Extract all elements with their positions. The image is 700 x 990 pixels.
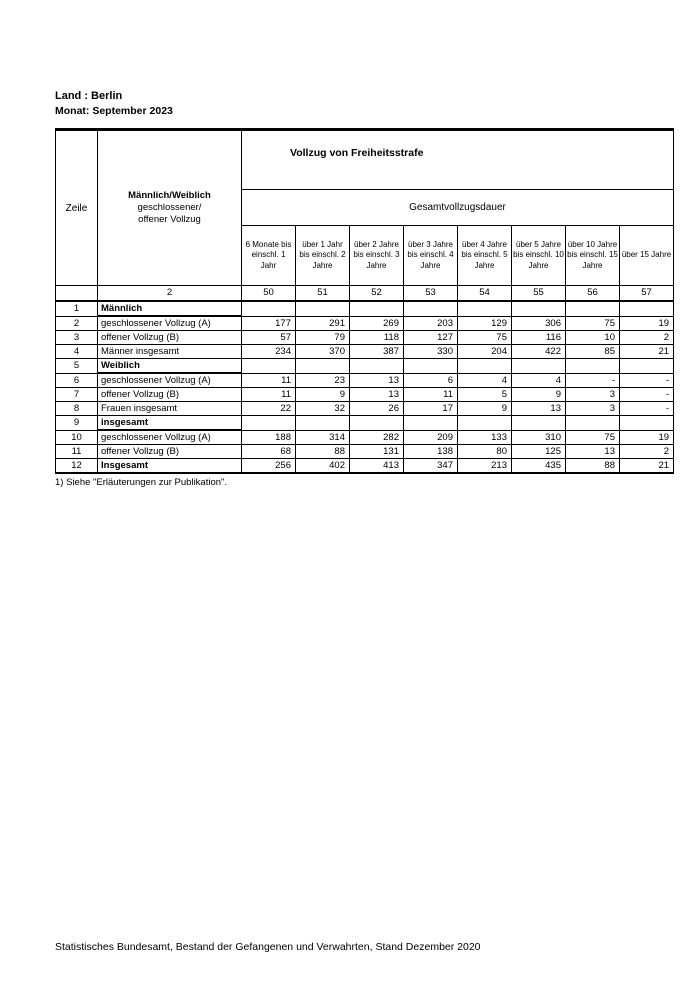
value-cell: 79: [296, 331, 350, 345]
value-cell: 256: [242, 459, 296, 474]
zeile-number: 4: [56, 345, 98, 359]
row-label: geschlossener Vollzug (A): [98, 373, 242, 388]
zeile-column-header: Zeile: [56, 130, 98, 286]
value-cell: 80: [458, 445, 512, 459]
value-cell: 57: [242, 331, 296, 345]
column-number: 52: [350, 286, 404, 302]
zeile-number: 6: [56, 373, 98, 388]
zeile-number: 8: [56, 402, 98, 416]
value-cell: 19: [620, 430, 674, 445]
value-cell: 188: [242, 430, 296, 445]
column-number: 55: [512, 286, 566, 302]
value-cell: 13: [350, 373, 404, 388]
value-cell: 26: [350, 402, 404, 416]
value-cell: 4: [512, 373, 566, 388]
table-header-row-1: [56, 130, 674, 190]
value-cell: [620, 301, 674, 316]
row-label: Weiblich: [98, 359, 242, 374]
table-row: [56, 331, 674, 345]
column-number: 53: [404, 286, 458, 302]
column-number: 51: [296, 286, 350, 302]
value-cell: 85: [566, 345, 620, 359]
duration-column-header: 6 Monate bis einschl. 1 Jahr: [242, 226, 296, 286]
value-cell: 6: [404, 373, 458, 388]
value-cell: 118: [350, 331, 404, 345]
row-label: Männlich: [98, 301, 242, 316]
value-cell: 177: [242, 316, 296, 331]
value-cell: 75: [566, 316, 620, 331]
value-cell: 347: [404, 459, 458, 474]
value-cell: [350, 359, 404, 374]
footnote: 1) Siehe "Erläuterungen zur Publikation".: [55, 477, 228, 488]
value-cell: 203: [404, 316, 458, 331]
value-cell: [566, 301, 620, 316]
value-cell: 129: [458, 316, 512, 331]
value-cell: 127: [404, 331, 458, 345]
value-cell: 88: [566, 459, 620, 474]
value-cell: 3: [566, 402, 620, 416]
zeile-number-cell: [56, 286, 98, 302]
span-header-text: Vollzug von Freiheitsstrafe: [290, 147, 424, 159]
table-row: [56, 316, 674, 331]
value-cell: 13: [512, 402, 566, 416]
row-label: Frauen insgesamt: [98, 402, 242, 416]
value-cell: 2: [620, 331, 674, 345]
value-cell: 387: [350, 345, 404, 359]
zeile-number: 11: [56, 445, 98, 459]
value-cell: 13: [566, 445, 620, 459]
value-cell: 10: [566, 331, 620, 345]
value-cell: 306: [512, 316, 566, 331]
span-header: [242, 130, 674, 190]
group-header-line1: Männlich/Weiblich: [128, 190, 211, 202]
value-cell: 22: [242, 402, 296, 416]
value-cell: 291: [296, 316, 350, 331]
value-cell: [566, 416, 620, 431]
value-cell: [404, 301, 458, 316]
zeile-number: 1: [56, 301, 98, 316]
column-number: 54: [458, 286, 512, 302]
value-cell: [350, 416, 404, 431]
row-label: insgesamt: [98, 416, 242, 431]
land-label: Land : Berlin: [55, 90, 123, 102]
value-cell: 9: [458, 402, 512, 416]
table-row: [56, 402, 674, 416]
duration-column-header: über 3 Jahre bis einschl. 4 Jahre: [404, 226, 458, 286]
value-cell: [566, 359, 620, 374]
value-cell: [242, 301, 296, 316]
value-cell: [296, 301, 350, 316]
table-row: [56, 301, 674, 316]
table-row: [56, 359, 674, 374]
value-cell: 310: [512, 430, 566, 445]
table-row: [56, 345, 674, 359]
row-label: geschlossener Vollzug (A): [98, 430, 242, 445]
value-cell: [350, 301, 404, 316]
value-cell: 11: [242, 388, 296, 402]
table-row: [56, 445, 674, 459]
value-cell: [512, 416, 566, 431]
row-label: geschlossener Vollzug (A): [98, 316, 242, 331]
value-cell: -: [620, 388, 674, 402]
column-number-row: [56, 286, 674, 302]
value-cell: 3: [566, 388, 620, 402]
value-cell: 138: [404, 445, 458, 459]
value-cell: [242, 416, 296, 431]
value-cell: 314: [296, 430, 350, 445]
value-cell: 75: [566, 430, 620, 445]
table-body: [56, 301, 674, 473]
zeile-number: 7: [56, 388, 98, 402]
column-number: 56: [566, 286, 620, 302]
value-cell: 133: [458, 430, 512, 445]
value-cell: [512, 359, 566, 374]
value-cell: [512, 301, 566, 316]
row-label: Männer insgesamt: [98, 345, 242, 359]
duration-column-header: über 1 Jahr bis einschl. 2 Jahre: [296, 226, 350, 286]
value-cell: 11: [242, 373, 296, 388]
value-cell: 269: [350, 316, 404, 331]
page-header: [55, 90, 173, 117]
duration-header: Gesamtvollzugsdauer: [242, 190, 674, 226]
zeile-number: 3: [56, 331, 98, 345]
duration-column-header: über 15 Jahre: [620, 226, 674, 286]
value-cell: [620, 359, 674, 374]
value-cell: 422: [512, 345, 566, 359]
value-cell: [458, 359, 512, 374]
column-number: 2: [98, 286, 242, 302]
value-cell: 17: [404, 402, 458, 416]
value-cell: 5: [458, 388, 512, 402]
value-cell: -: [566, 373, 620, 388]
column-number: 50: [242, 286, 296, 302]
value-cell: 131: [350, 445, 404, 459]
value-cell: 11: [404, 388, 458, 402]
value-cell: 282: [350, 430, 404, 445]
duration-column-header: über 4 Jahre bis einschl. 5 Jahre: [458, 226, 512, 286]
value-cell: 21: [620, 345, 674, 359]
row-label: offener Vollzug (B): [98, 445, 242, 459]
table-row: [56, 388, 674, 402]
zeile-number: 12: [56, 459, 98, 474]
row-label: offener Vollzug (B): [98, 331, 242, 345]
value-cell: 116: [512, 331, 566, 345]
value-cell: 75: [458, 331, 512, 345]
value-cell: [620, 416, 674, 431]
value-cell: 4: [458, 373, 512, 388]
table-row: [56, 459, 674, 474]
value-cell: 402: [296, 459, 350, 474]
value-cell: 125: [512, 445, 566, 459]
value-cell: [458, 416, 512, 431]
value-cell: [296, 359, 350, 374]
value-cell: [404, 359, 458, 374]
value-cell: -: [620, 402, 674, 416]
group-header-line3: offener Vollzug: [138, 213, 201, 225]
value-cell: 204: [458, 345, 512, 359]
value-cell: 435: [512, 459, 566, 474]
statistics-table: [55, 128, 674, 474]
value-cell: 234: [242, 345, 296, 359]
value-cell: 413: [350, 459, 404, 474]
value-cell: -: [620, 373, 674, 388]
zeile-number: 9: [56, 416, 98, 431]
value-cell: [458, 301, 512, 316]
value-cell: 68: [242, 445, 296, 459]
zeile-number: 2: [56, 316, 98, 331]
duration-column-header: über 2 Jahre bis einschl. 3 Jahre: [350, 226, 404, 286]
zeile-number: 10: [56, 430, 98, 445]
group-column-header: [98, 130, 242, 286]
group-header-line2: geschlossener/: [137, 202, 202, 214]
value-cell: 32: [296, 402, 350, 416]
value-cell: 9: [512, 388, 566, 402]
value-cell: 19: [620, 316, 674, 331]
value-cell: [404, 416, 458, 431]
value-cell: 23: [296, 373, 350, 388]
monat-label: Monat: September 2023: [55, 105, 173, 117]
value-cell: 9: [296, 388, 350, 402]
value-cell: 2: [620, 445, 674, 459]
value-cell: 213: [458, 459, 512, 474]
value-cell: 370: [296, 345, 350, 359]
table-row: [56, 430, 674, 445]
value-cell: 330: [404, 345, 458, 359]
zeile-number: 5: [56, 359, 98, 374]
duration-column-header: über 10 Jahre bis einschl. 15 Jahre: [566, 226, 620, 286]
row-label: Insgesamt: [98, 459, 242, 474]
value-cell: 13: [350, 388, 404, 402]
column-number: 57: [620, 286, 674, 302]
row-label: offener Vollzug (B): [98, 388, 242, 402]
duration-column-header: über 5 Jahre bis einschl. 10 Jahre: [512, 226, 566, 286]
value-cell: [242, 359, 296, 374]
table-row: [56, 373, 674, 388]
table-row: [56, 416, 674, 431]
value-cell: 88: [296, 445, 350, 459]
footer-source: Statistisches Bundesamt, Bestand der Gefangenen und Verwahrten, Stand Dezember 2020: [55, 941, 481, 953]
value-cell: 21: [620, 459, 674, 474]
value-cell: [296, 416, 350, 431]
value-cell: 209: [404, 430, 458, 445]
